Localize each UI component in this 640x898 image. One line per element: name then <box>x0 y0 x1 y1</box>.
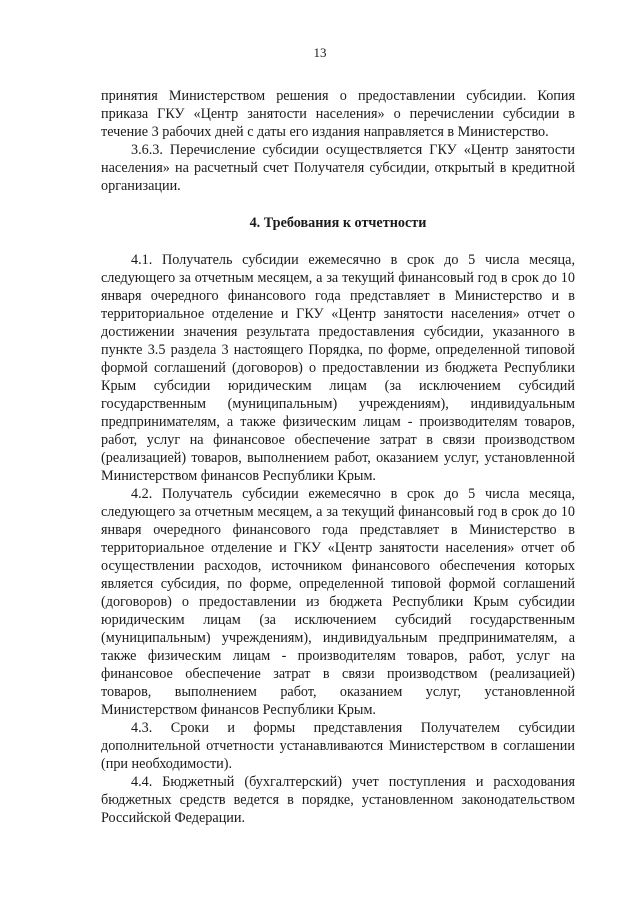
section-heading: 4. Требования к отчетности <box>249 215 427 231</box>
page-number: 13 <box>313 45 327 60</box>
paragraph-4-3: 4.3. Сроки и формы представления Получателем субсидии дополнительной отчетности устанавливаются Министерством в соглашении (при необходимости). <box>101 720 575 772</box>
paragraph-4-2: 4.2. Получатель субсидии ежемесячно в срок до 5 числа месяца, следующего за отчетным месяцем, а за текущий финансовый год в срок до 10 января очередного финансового года представляет в Министерство в территориальное отделение и ГКУ «Центр занятости населения» отчет об осуществлении расходов, источником финансового обеспечения которых является субсидия, по форме, определенной типовой формой соглашений (договоров) о предоставлении из бюджета Республики Крым субсидии юридическим лицам (за исключением субсидий государственным (муниципальным) учреждениям), индивидуальным предпринимателям, а также физическим лицам - производителям товаров, работ, услуг на финансовое обеспечение затрат в связи производством (реализацией) товаров, выполнением работ, оказанием услуг, установленной Министерством финансов Республики Крым. <box>101 486 575 718</box>
paragraph-4-4: 4.4. Бюджетный (бухгалтерский) учет поступления и расходования бюджетных средств ведется в порядке, установленном законодательством Российской Федерации. <box>101 774 575 826</box>
paragraph-3-6-3: 3.6.3. Перечисление субсидии осуществляется ГКУ «Центр занятости населения» на расчетный счет Получателя субсидии, открытый в кредитной организации. <box>101 142 575 194</box>
document-body <box>101 87 575 827</box>
paragraph-continuation: принятия Министерством решения о предоставлении субсидии. Копия приказа ГКУ «Центр занятости населения» о перечислении субсидии в течение 3 рабочих дней с даты его издания направляется в Министерство. <box>101 88 575 140</box>
paragraph-4-1: 4.1. Получатель субсидии ежемесячно в срок до 5 числа месяца, следующего за отчетным месяцем, а за текущий финансовый год в срок до 10 января очередного финансового года представляет в Министерство и в территориальное отделение и ГКУ «Центр занятости населения» отчет о достижении значения результата предоставления субсидии, указанного в пункте 3.5 раздела 3 настоящего Порядка, по форме, определенной типовой формой соглашений (договоров) о предоставлении из бюджета Республики Крым субсидии юридическим лицам (за исключением субсидий государственным (муниципальным) учреждениям), индивидуальным предпринимателям, а также физическим лицам - производителям товаров, работ, услуг на финансовое обеспечение затрат в связи производством (реализацией) товаров, выполнением работ, оказанием услуг, установленной Министерством финансов Республики Крым. <box>101 252 575 484</box>
